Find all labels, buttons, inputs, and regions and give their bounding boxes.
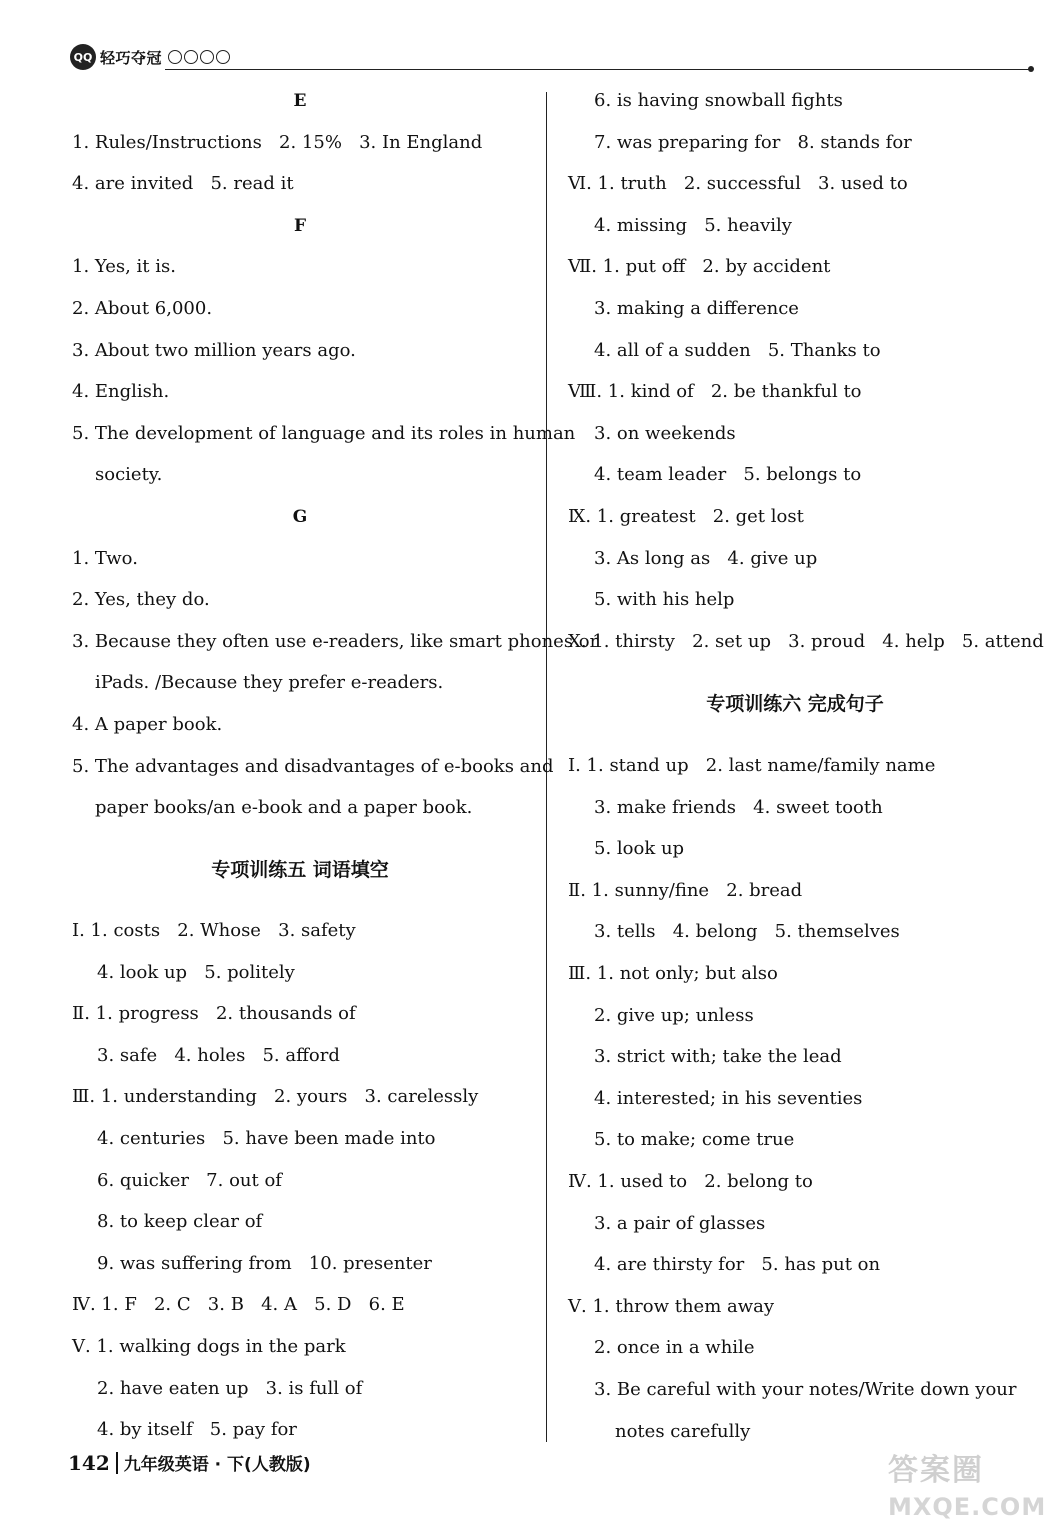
answer-line: 5. The development of language and its roles in human: [72, 422, 576, 444]
answer-line: Ⅶ. 1. put off 2. by accident: [568, 256, 831, 278]
answer-line: 3. making a difference: [594, 298, 799, 319]
answer-line: Ⅱ. 1. sunny/fine 2. bread: [568, 879, 803, 901]
answer-line: Ⅹ. 1. thirsty 2. set up 3. proud 4. help 5. attend: [568, 630, 1044, 652]
answer-line: 5. with his help: [594, 589, 735, 611]
answer-line: 1. Yes, it is.: [72, 256, 176, 278]
answer-group-heading: E: [293, 91, 307, 111]
answer-line: 4. interested; in his seventies: [594, 1087, 863, 1109]
answer-line: 2. once in a while: [594, 1337, 755, 1359]
section-title: 专项训练五 词语填空: [211, 859, 389, 881]
answer-line: 4. all of a sudden 5. Thanks to: [594, 339, 881, 361]
answer-line: 1. Rules/Instructions 2. 15% 3. In England: [72, 131, 483, 153]
header-rule: [165, 69, 1030, 70]
answer-line: 4. A paper book.: [72, 714, 223, 735]
answer-line: 6. quicker 7. out of: [97, 1169, 282, 1191]
answer-line: 4. look up 5. politely: [97, 961, 295, 983]
watermark-text: 答案圈: [888, 1453, 984, 1488]
answer-line: 6. is having snowball fights: [594, 90, 843, 111]
answer-line: 3. tells 4. belong 5. themselves: [594, 921, 900, 943]
answer-line: Ⅰ. 1. costs 2. Whose 3. safety: [72, 920, 356, 941]
answer-line: Ⅲ. 1. understanding 2. yours 3. carelessly: [72, 1086, 479, 1108]
answer-line: 4. team leader 5. belongs to: [594, 464, 862, 486]
answer-line: 2. About 6,000.: [72, 298, 213, 319]
section-title: 专项训练六 完成句子: [706, 693, 884, 715]
answer-line: iPads. /Because they prefer e-readers.: [95, 672, 444, 694]
page-footer: [68, 1450, 311, 1475]
book-title: 九年级英语 · 下(人教版): [123, 1455, 311, 1475]
answer-line: Ⅱ. 1. progress 2. thousands of: [72, 1003, 356, 1025]
brand-title: 轻巧夺冠: [100, 48, 163, 67]
answer-line: 3. make friends 4. sweet tooth: [594, 796, 883, 818]
answer-line: 5. look up: [594, 838, 685, 860]
answer-line: 3. on weekends: [594, 422, 736, 444]
answer-line: 8. to keep clear of: [97, 1211, 263, 1233]
answer-line: Ⅴ. 1. throw them away: [568, 1295, 775, 1317]
brand: [70, 44, 230, 70]
answer-line: 4. missing 5. heavily: [594, 214, 792, 236]
page-header: [70, 40, 1030, 74]
answer-line: 2. Yes, they do.: [72, 589, 210, 611]
brand-logo: QQ: [70, 44, 96, 70]
answer-line: 4. English.: [72, 381, 170, 403]
answer-line: Ⅳ. 1. F 2. C 3. B 4. A 5. D 6. E: [72, 1294, 405, 1316]
answer-line: 9. was suffering from 10. presenter: [97, 1252, 432, 1274]
answer-line: 1. Two.: [72, 547, 138, 569]
answer-line: 3. strict with; take the lead: [594, 1046, 842, 1068]
answer-line: 7. was preparing for 8. stands for: [594, 131, 912, 153]
answer-line: 3. safe 4. holes 5. afford: [97, 1044, 340, 1066]
answer-line: Ⅲ. 1. not only; but also: [568, 963, 778, 984]
answer-group-heading: G: [292, 507, 308, 527]
answer-line: Ⅵ. 1. truth 2. successful 3. used to: [568, 173, 908, 195]
footer-separator: [116, 1452, 118, 1474]
answer-line: 3. Because they often use e-readers, like smart phones or: [72, 630, 599, 652]
answer-line: 3. Be careful with your notes/Write down your: [594, 1379, 1017, 1400]
answer-line: Ⅳ. 1. used to 2. belong to: [568, 1171, 813, 1192]
watermark-url: MXQE.COM: [888, 1493, 1047, 1521]
answer-line: Ⅷ. 1. kind of 2. be thankful to: [568, 381, 862, 403]
answer-line: 4. centuries 5. have been made into: [97, 1128, 436, 1149]
answer-line: paper books/an e-book and a paper book.: [95, 797, 473, 819]
answer-line: Ⅰ. 1. stand up 2. last name/family name: [568, 755, 936, 776]
answer-line: 3. As long as 4. give up: [594, 547, 818, 569]
answer-line: 4. are thirsty for 5. has put on: [594, 1254, 881, 1276]
answer-line: notes carefully: [615, 1420, 751, 1442]
watermark: [888, 1445, 1048, 1525]
answer-line: society.: [95, 464, 163, 486]
answer-line: Ⅴ. 1. walking dogs in the park: [72, 1336, 346, 1357]
answer-group-heading: F: [293, 215, 307, 236]
page-number: 142: [68, 1450, 110, 1475]
answer-line: 2. give up; unless: [594, 1004, 754, 1026]
answer-line: 4. are invited 5. read it: [72, 173, 294, 195]
answer-line: 5. The advantages and disadvantages of e-books and: [72, 755, 554, 777]
brand-dots: [168, 50, 230, 64]
answer-line: 4. by itself 5. pay for: [97, 1419, 297, 1441]
answer-line: 3. About two million years ago.: [72, 339, 356, 361]
header-rule-dot: [1028, 66, 1034, 72]
answer-line: Ⅸ. 1. greatest 2. get lost: [568, 506, 804, 527]
answer-line: 3. a pair of glasses: [594, 1212, 766, 1234]
answer-line: 2. have eaten up 3. is full of: [97, 1377, 363, 1399]
answer-line: 5. to make; come true: [594, 1129, 795, 1151]
